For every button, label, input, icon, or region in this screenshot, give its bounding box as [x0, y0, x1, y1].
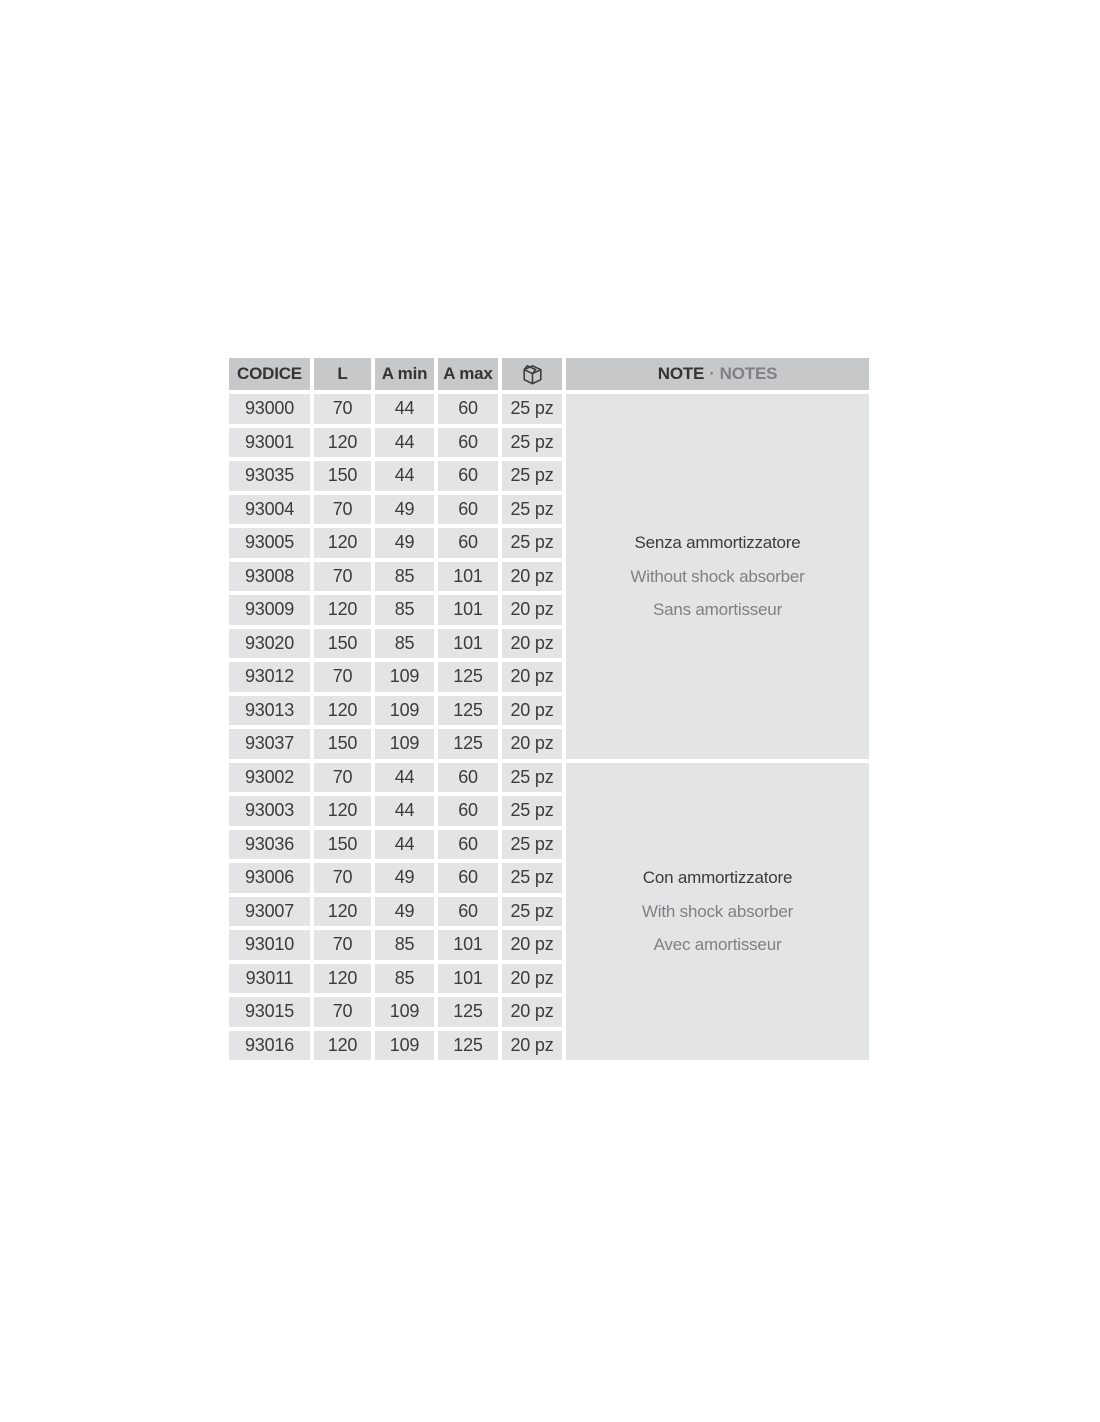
qty-cell: 25 pz — [502, 528, 562, 558]
product-table — [229, 358, 869, 1060]
table-group — [229, 763, 869, 1061]
a-min-cell: 49 — [375, 863, 434, 893]
a-max-cell: 60 — [438, 428, 498, 458]
table-header-row — [229, 358, 869, 390]
note-line-it: Senza ammortizzatore — [634, 533, 801, 552]
codice-cell: 93003 — [229, 796, 310, 826]
qty-cell: 20 pz — [502, 964, 562, 994]
a-max-cell: 60 — [438, 796, 498, 826]
a-max-cell: 60 — [438, 830, 498, 860]
l-cell: 70 — [314, 997, 371, 1027]
header-codice: CODICE — [229, 358, 310, 390]
qty-cell: 25 pz — [502, 796, 562, 826]
a-min-cell: 44 — [375, 394, 434, 424]
qty-cell: 20 pz — [502, 562, 562, 592]
l-cell: 70 — [314, 562, 371, 592]
a-max-cell: 125 — [438, 696, 498, 726]
a-max-cell: 125 — [438, 1031, 498, 1061]
a-min-cell: 109 — [375, 729, 434, 759]
qty-cell: 25 pz — [502, 495, 562, 525]
a-min-cell: 85 — [375, 930, 434, 960]
l-cell: 120 — [314, 428, 371, 458]
codice-cell: 93012 — [229, 662, 310, 692]
a-max-cell: 60 — [438, 495, 498, 525]
header-note-it: NOTE — [657, 364, 705, 383]
note-block — [566, 394, 869, 759]
header-a-max: A max — [438, 358, 498, 390]
a-max-cell: 60 — [438, 461, 498, 491]
a-max-cell: 60 — [438, 763, 498, 793]
codice-cell: 93011 — [229, 964, 310, 994]
codice-cell: 93016 — [229, 1031, 310, 1061]
package-icon — [519, 361, 546, 388]
a-max-cell: 101 — [438, 562, 498, 592]
header-qty — [502, 358, 562, 390]
header-note-en: NOTES — [719, 364, 778, 383]
l-cell: 70 — [314, 495, 371, 525]
a-min-cell: 109 — [375, 997, 434, 1027]
note-line-en: Without shock absorber — [630, 566, 805, 586]
note-line-it: Con ammortizzatore — [642, 868, 793, 887]
codice-cell: 93015 — [229, 997, 310, 1027]
a-max-cell: 101 — [438, 964, 498, 994]
l-cell: 70 — [314, 930, 371, 960]
l-cell: 120 — [314, 528, 371, 558]
a-min-cell: 85 — [375, 964, 434, 994]
table-group — [229, 394, 869, 759]
qty-cell: 25 pz — [502, 897, 562, 927]
a-max-cell: 60 — [438, 897, 498, 927]
header-a-min: A min — [375, 358, 434, 390]
codice-cell: 93006 — [229, 863, 310, 893]
l-cell: 120 — [314, 696, 371, 726]
a-min-cell: 49 — [375, 495, 434, 525]
qty-cell: 25 pz — [502, 863, 562, 893]
l-cell: 150 — [314, 629, 371, 659]
codice-cell: 93010 — [229, 930, 310, 960]
l-cell: 120 — [314, 1031, 371, 1061]
a-min-cell: 85 — [375, 629, 434, 659]
note-line-fr: Sans amortisseur — [652, 600, 783, 619]
l-cell: 70 — [314, 763, 371, 793]
codice-cell: 93009 — [229, 595, 310, 625]
header-note-separator: · — [709, 364, 715, 383]
l-cell: 70 — [314, 394, 371, 424]
a-max-cell: 125 — [438, 997, 498, 1027]
codice-cell: 93036 — [229, 830, 310, 860]
l-cell: 150 — [314, 729, 371, 759]
l-cell: 120 — [314, 897, 371, 927]
qty-cell: 25 pz — [502, 428, 562, 458]
a-max-cell: 101 — [438, 595, 498, 625]
a-max-cell: 125 — [438, 729, 498, 759]
a-min-cell: 44 — [375, 796, 434, 826]
l-cell: 70 — [314, 863, 371, 893]
a-min-cell: 109 — [375, 1031, 434, 1061]
table-body — [229, 394, 869, 1060]
a-max-cell: 125 — [438, 662, 498, 692]
a-max-cell: 101 — [438, 629, 498, 659]
l-cell: 120 — [314, 595, 371, 625]
qty-cell: 20 pz — [502, 662, 562, 692]
a-min-cell: 44 — [375, 763, 434, 793]
codice-cell: 93005 — [229, 528, 310, 558]
a-min-cell: 85 — [375, 562, 434, 592]
note-line-fr: Avec amortisseur — [653, 935, 782, 954]
qty-cell: 20 pz — [502, 696, 562, 726]
l-cell: 120 — [314, 964, 371, 994]
l-cell: 150 — [314, 830, 371, 860]
a-min-cell: 109 — [375, 662, 434, 692]
qty-cell: 25 pz — [502, 461, 562, 491]
note-line-en: With shock absorber — [641, 901, 794, 921]
a-min-cell: 44 — [375, 428, 434, 458]
a-max-cell: 60 — [438, 528, 498, 558]
codice-cell: 93008 — [229, 562, 310, 592]
qty-cell: 25 pz — [502, 830, 562, 860]
codice-cell: 93013 — [229, 696, 310, 726]
header-note — [566, 358, 869, 390]
l-cell: 70 — [314, 662, 371, 692]
a-min-cell: 49 — [375, 897, 434, 927]
qty-cell: 20 pz — [502, 930, 562, 960]
codice-cell: 93037 — [229, 729, 310, 759]
codice-cell: 93002 — [229, 763, 310, 793]
a-min-cell: 44 — [375, 461, 434, 491]
codice-cell: 93020 — [229, 629, 310, 659]
l-cell: 120 — [314, 796, 371, 826]
codice-cell: 93035 — [229, 461, 310, 491]
qty-cell: 20 pz — [502, 997, 562, 1027]
codice-cell: 93001 — [229, 428, 310, 458]
qty-cell: 20 pz — [502, 1031, 562, 1061]
a-min-cell: 49 — [375, 528, 434, 558]
a-min-cell: 85 — [375, 595, 434, 625]
a-max-cell: 101 — [438, 930, 498, 960]
codice-cell: 93000 — [229, 394, 310, 424]
header-l: L — [314, 358, 371, 390]
qty-cell: 25 pz — [502, 763, 562, 793]
qty-cell: 20 pz — [502, 595, 562, 625]
qty-cell: 25 pz — [502, 394, 562, 424]
qty-cell: 20 pz — [502, 629, 562, 659]
a-min-cell: 44 — [375, 830, 434, 860]
note-block — [566, 763, 869, 1061]
codice-cell: 93004 — [229, 495, 310, 525]
a-min-cell: 109 — [375, 696, 434, 726]
codice-cell: 93007 — [229, 897, 310, 927]
qty-cell: 20 pz — [502, 729, 562, 759]
a-max-cell: 60 — [438, 863, 498, 893]
l-cell: 150 — [314, 461, 371, 491]
a-max-cell: 60 — [438, 394, 498, 424]
